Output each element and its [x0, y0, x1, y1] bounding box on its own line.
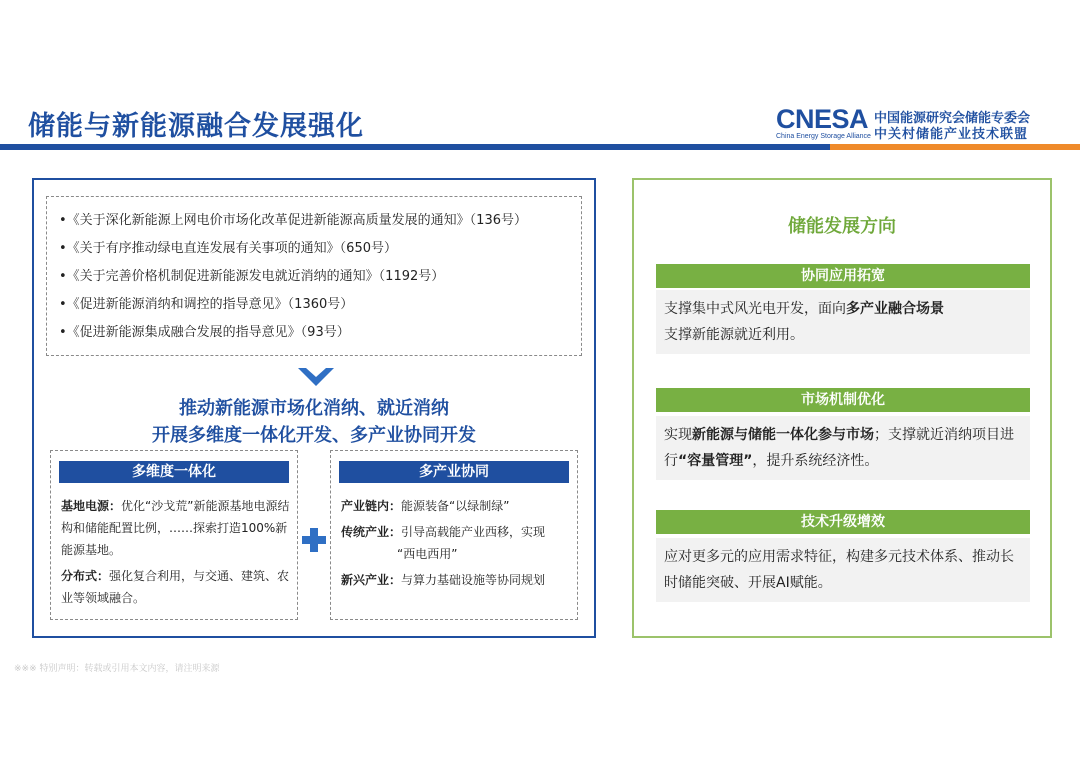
- body-text: 支撑新能源就近利用。: [664, 327, 804, 343]
- item-text: 强化复合利用，与交通、建筑、农业等领域融合。: [61, 569, 290, 605]
- direction-head: 协同应用拓宽: [656, 264, 1030, 288]
- right-panel: [632, 178, 1052, 638]
- header-divider-blue: [0, 144, 830, 150]
- logo-subtitle: China Energy Storage Alliance: [776, 133, 871, 140]
- item-text: “西电西用”: [397, 547, 458, 561]
- body-emphasis: “容量管理”: [678, 453, 753, 469]
- page-title: 储能与新能源融合发展强化: [28, 111, 364, 142]
- item-label: 分布式：: [61, 569, 110, 583]
- multi-industry-box: [330, 450, 578, 620]
- main-statement-line2: 开展多维度一体化开发、多产业协同开发: [152, 425, 476, 446]
- policy-list: [46, 196, 582, 356]
- logo-org-line1: 中国能源研究会储能专委会: [874, 111, 1031, 126]
- cnesa-logo: [776, 104, 1056, 140]
- body-text: 实现: [664, 427, 692, 443]
- item-label: 产业链内：: [341, 499, 402, 513]
- footnote: ※※※ 特别声明：转载或引用本文内容，请注明来源: [14, 664, 220, 674]
- box-body: [341, 495, 571, 595]
- policy-item: •《关于深化新能源上网电价市场化改革促进新能源高质量发展的通知》（136号）: [59, 213, 527, 228]
- direction-body: [656, 290, 1030, 354]
- down-arrow-icon: [296, 366, 336, 388]
- main-statement-line1: 推动新能源市场化消纳、就近消纳: [179, 398, 449, 419]
- policy-item: •《促进新能源消纳和调控的指导意见》（1360号）: [59, 297, 354, 312]
- multi-dimension-box: [50, 450, 298, 620]
- policy-item: •《促进新能源集成融合发展的指导意见》（93号）: [59, 325, 350, 340]
- left-panel: [32, 178, 596, 638]
- body-text: ，提升系统经济性。: [752, 453, 879, 469]
- item-label: 新兴产业：: [341, 573, 402, 587]
- logo-mark: CNESA: [776, 104, 869, 134]
- direction-head: 技术升级增效: [656, 510, 1030, 534]
- logo-org-line2: 中关村储能产业技术联盟: [874, 127, 1029, 142]
- body-text: 应对更多元的应用需求特征，构建多元技术体系、推动长时储能突破、开展AI赋能。: [664, 549, 1014, 591]
- box-body: [61, 495, 291, 613]
- header-divider-orange: [830, 144, 1080, 150]
- item-text: 能源装备“以绿制绿”: [401, 499, 510, 513]
- item-label: 基地电源：: [61, 499, 122, 513]
- direction-title: 储能发展方向: [788, 216, 896, 237]
- direction-head: 市场机制优化: [656, 388, 1030, 412]
- policy-item: •《关于有序推动绿电直连发展有关事项的通知》（650号）: [59, 241, 397, 256]
- box-title: 多产业协同: [339, 461, 569, 483]
- direction-body: [656, 416, 1030, 480]
- item-text: 与算力基础设施等协同规划: [401, 573, 546, 587]
- body-text: ；支撑就近消纳项目进行: [664, 427, 1014, 469]
- direction-body: [656, 538, 1030, 602]
- box-title: 多维度一体化: [59, 461, 289, 483]
- item-text: 优化“沙戈荒”新能源基地电源结构和储能配置比例，……探索打造100%新能源基地。: [61, 499, 290, 557]
- item-text: 引导高载能产业西移，实现: [401, 525, 546, 539]
- plus-icon: [300, 526, 328, 554]
- policy-item: •《关于完善价格机制促进新能源发电就近消纳的通知》（1192号）: [59, 269, 445, 284]
- body-emphasis: 新能源与储能一体化参与市场: [692, 427, 874, 443]
- item-label: 传统产业：: [341, 525, 402, 539]
- body-emphasis: 多产业融合场景: [846, 301, 944, 317]
- body-text: 支撑集中式风光电开发，面向: [664, 301, 846, 317]
